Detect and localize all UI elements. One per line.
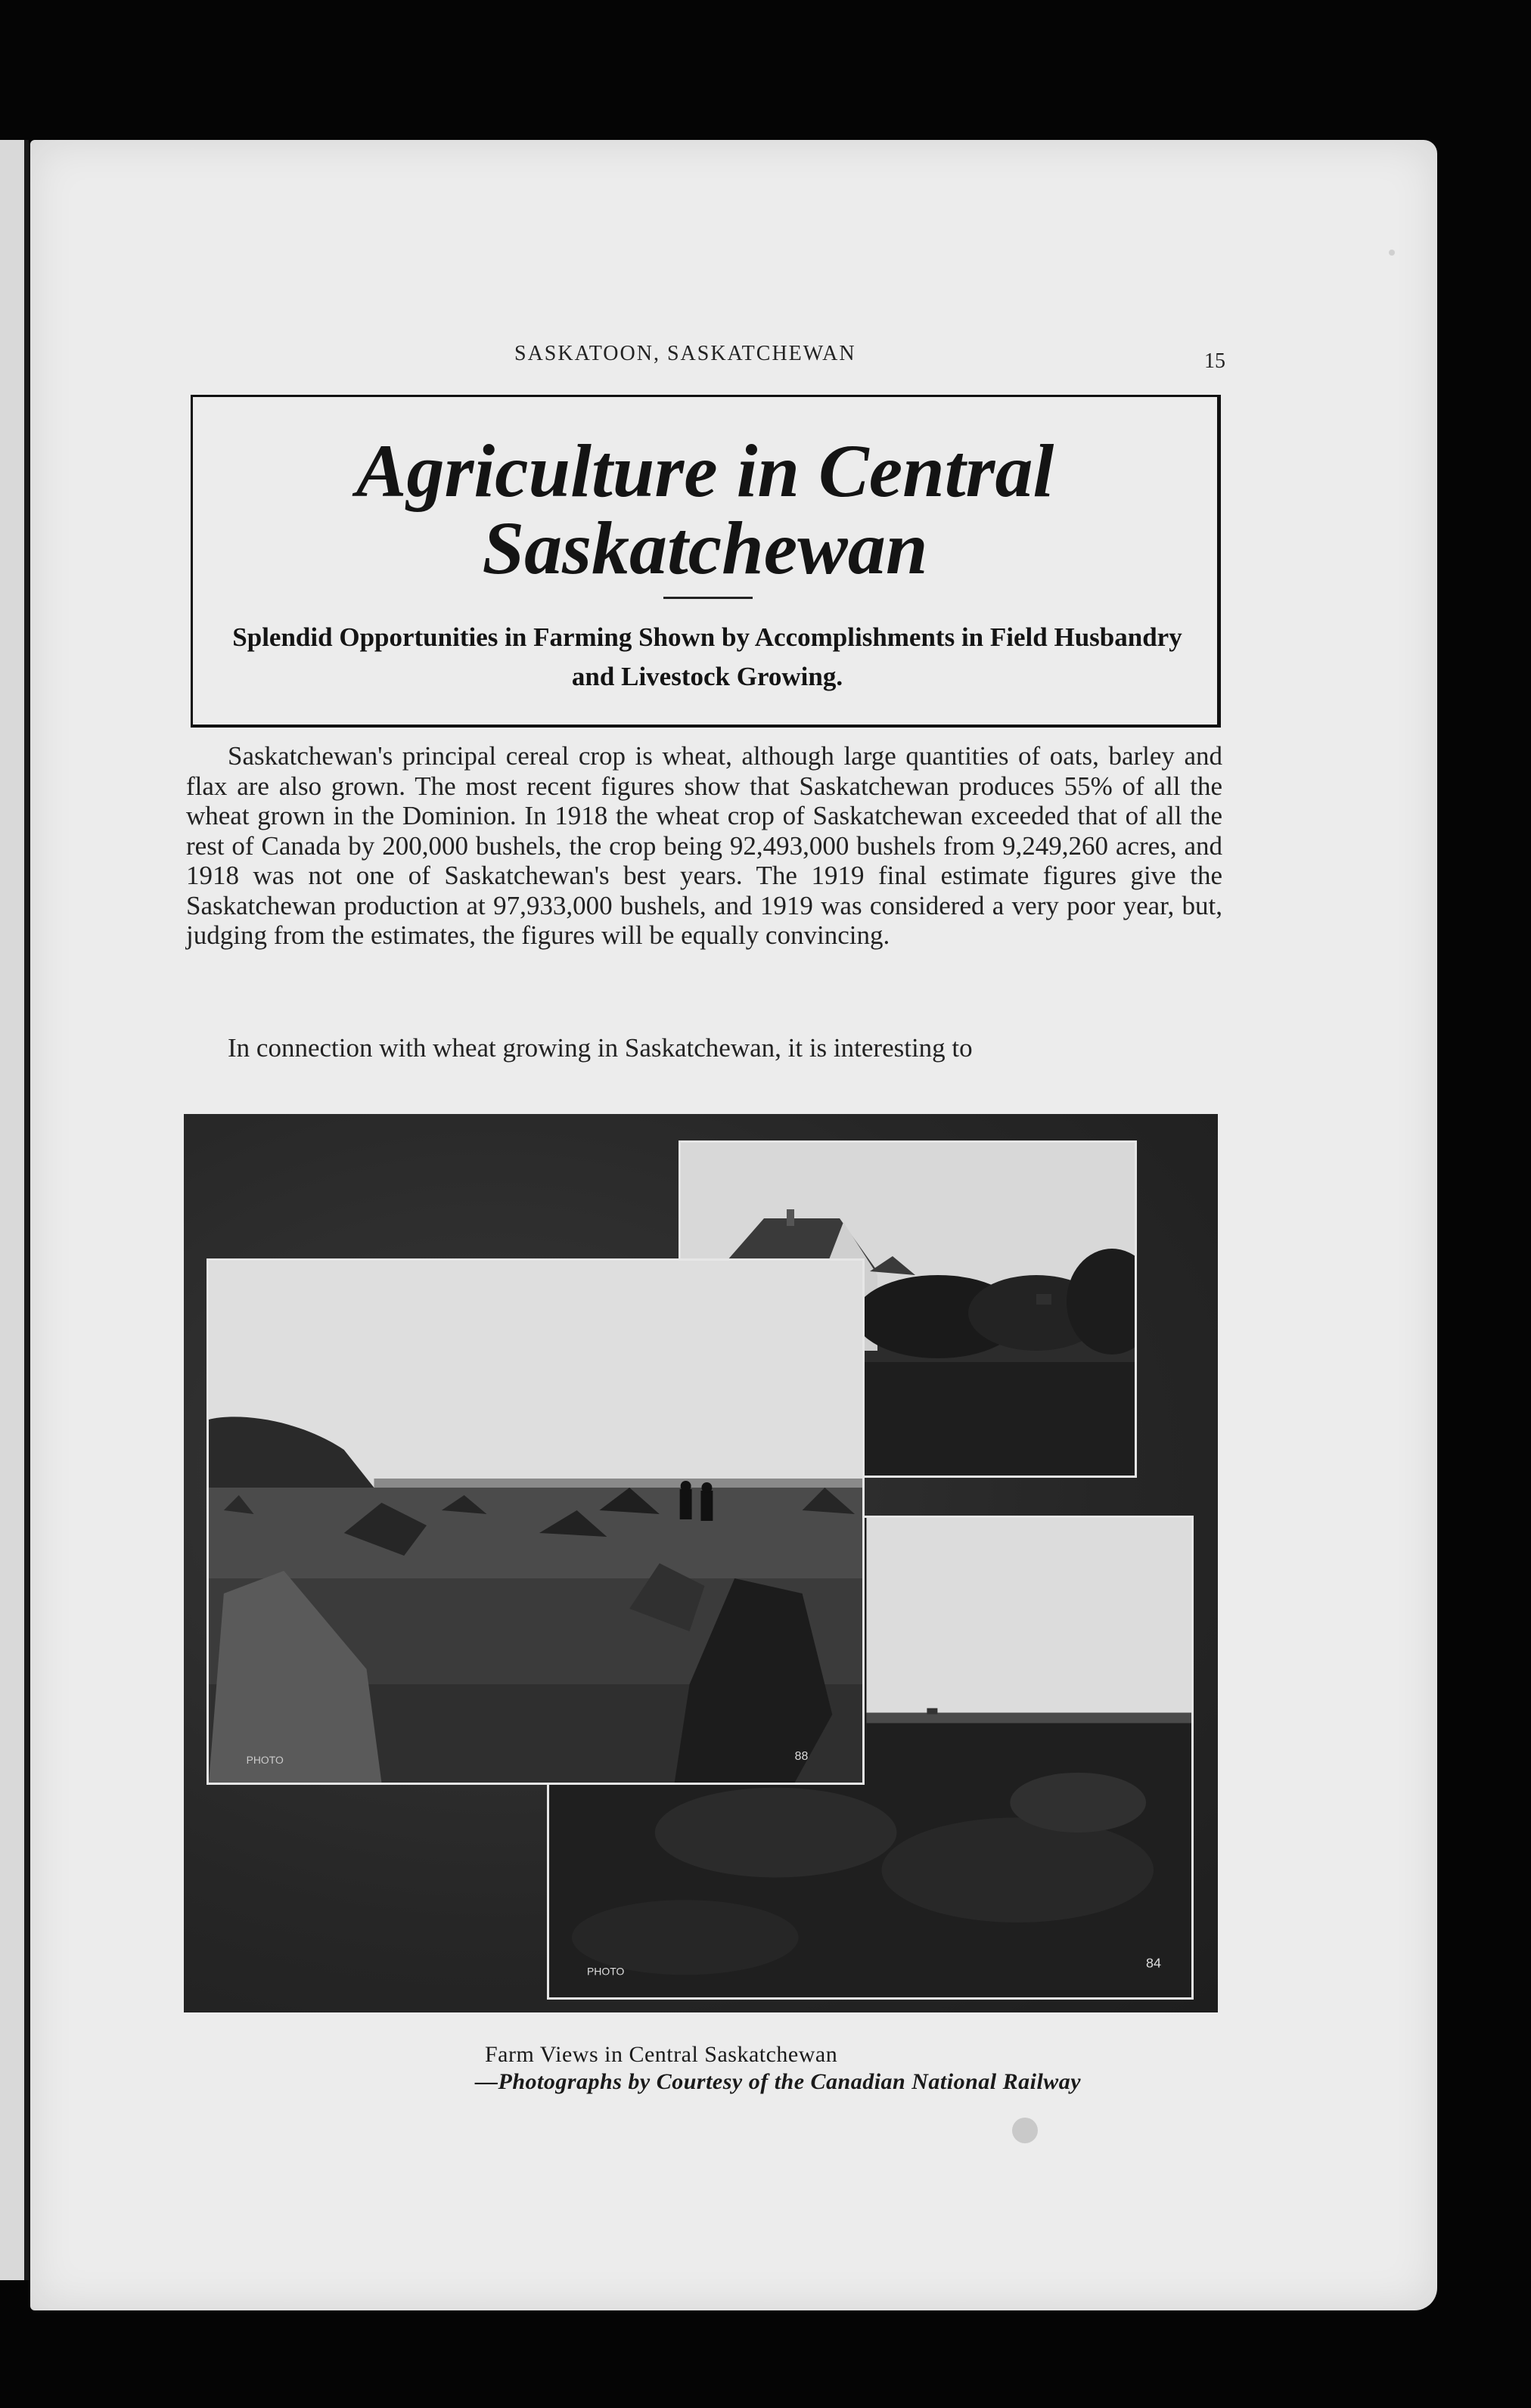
article-subtitle: Splendid Opportunities in Farming Shown by Accomplishments in Field Husbandry and Livestock Growing. <box>232 622 1182 691</box>
article-title-line-1: Agriculture in Central <box>356 429 1054 513</box>
running-head: SASKATOON, SASKATCHEWAN <box>514 342 856 365</box>
svg-text:84: 84 <box>1146 1955 1162 1971</box>
paper-stain <box>1012 2118 1038 2143</box>
figure-credit: —Photographs by Courtesy of the Canadian National Railway <box>475 2069 1082 2094</box>
title-divider <box>663 597 753 599</box>
article-title-line-2: Saskatchewan <box>482 506 928 590</box>
figure-caption: Farm Views in Central Saskatchewan <box>485 2042 838 2067</box>
title-box <box>191 395 1221 728</box>
adjacent-page-edge <box>0 140 29 2280</box>
svg-text:PHOTO: PHOTO <box>586 1965 625 1978</box>
wheat-sheaves-photo <box>207 1258 865 1785</box>
svg-text:PHOTO: PHOTO <box>246 1753 284 1767</box>
body-paragraph-2: In connection with wheat growing in Saskatchewan, it is interesting to <box>228 1033 973 1063</box>
body-paragraph-1: Saskatchewan's principal cereal crop is wheat, although large quantities of oats, barley and flax are also grown. The most recent figures show that Saskatchewan produces 55% of all the wheat grown in the Dominion. In 1918 the wheat crop of Saskatchewan exceeded that of all the rest of Canada by 200,000 bushels, the crop being 92,493,000 bushels from 9,249,260 acres, and 1918 was not one of Saskatchewan's best years. The 1919 final estimate figures give the Saskatchewan production at 97,933,000 bushels, and 1919 was considered a very poor year, but, judging from the estimates, the figures will be equally convincing. <box>186 741 1222 950</box>
svg-text:88: 88 <box>794 1749 809 1764</box>
page-number: 15 <box>1204 349 1225 373</box>
dust-speck <box>1389 250 1395 256</box>
